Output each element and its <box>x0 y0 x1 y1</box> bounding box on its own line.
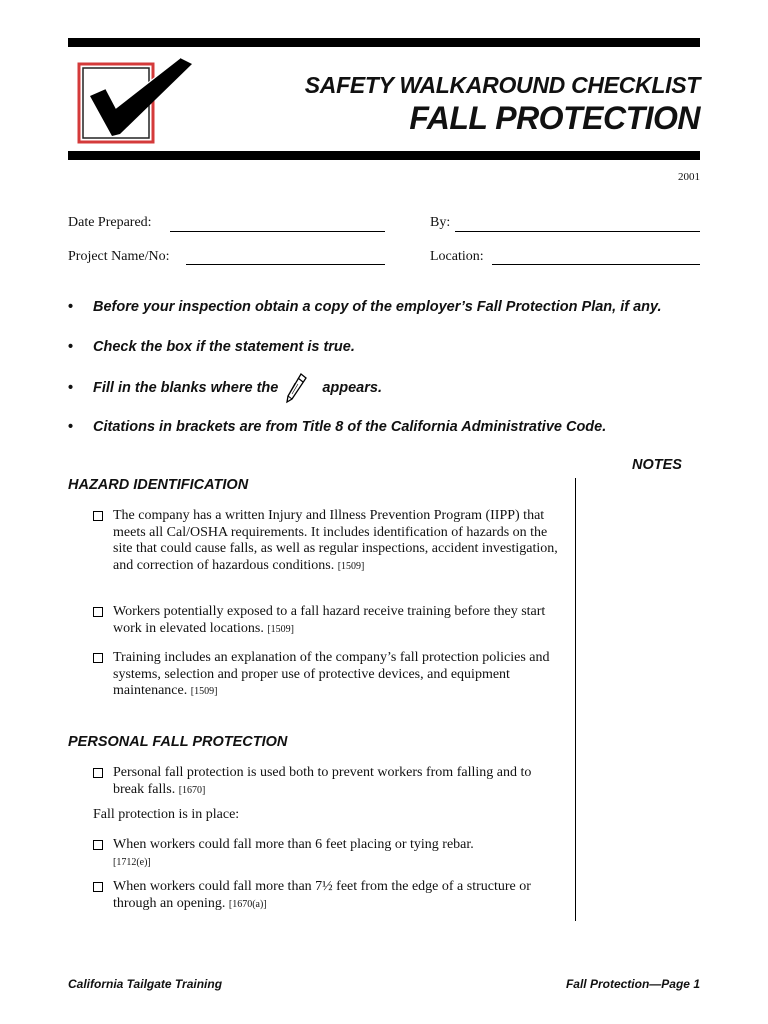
instruction-text: appears. <box>322 379 382 396</box>
item-text: When workers could fall more than 6 feet placing or tying rebar. <box>113 837 474 852</box>
bullet-marker: • <box>68 299 74 315</box>
bullet-marker: • <box>68 379 74 396</box>
instruction-text: Citations in brackets are from Title 8 of the California Administrative Code. <box>93 419 607 435</box>
instruction-bullet <box>68 372 382 404</box>
location-label: Location: <box>430 249 484 264</box>
instruction-bullet <box>68 419 606 435</box>
date-prepared-label: Date Prepared: <box>68 215 152 230</box>
by-label: By: <box>430 215 451 230</box>
citation: [1509] <box>337 560 365 572</box>
footer-source: California Tailgate Training <box>68 977 223 991</box>
item-text: Workers potentially exposed to a fall hazard receive training before they start work in elevated locations. <box>113 604 546 636</box>
document-year: 2001 <box>678 171 700 183</box>
bullet-marker: • <box>68 339 74 355</box>
citation: [1509] <box>267 623 295 635</box>
checklist-subject-title: FALL PROTECTION <box>409 100 700 136</box>
subsection-text: Fall protection is in place: <box>93 807 240 822</box>
checkbox[interactable] <box>93 882 103 892</box>
section-heading-hazard: HAZARD IDENTIFICATION <box>68 477 249 493</box>
item-text: Training includes an explanation of the company’s fall protection policies and systems, selection and proper use of protective devices, and equipment maintenance. <box>113 650 550 698</box>
instruction-bullet <box>68 299 662 315</box>
project-field[interactable] <box>186 264 385 265</box>
checkbox[interactable] <box>93 511 103 521</box>
citation: [1670(a)] <box>228 898 267 910</box>
citation: [1712(e)] <box>113 856 151 868</box>
header-top-rule <box>68 38 700 47</box>
checkbox[interactable] <box>93 768 103 778</box>
instruction-text: Check the box if the statement is true. <box>93 339 355 355</box>
instruction-text: Fill in the blanks where the <box>93 379 279 396</box>
location-field[interactable] <box>492 264 700 265</box>
notes-divider <box>575 478 576 921</box>
bullet-marker: • <box>68 419 74 435</box>
checkbox[interactable] <box>93 607 103 617</box>
pencil-icon <box>284 372 308 404</box>
project-label: Project Name/No: <box>68 249 170 264</box>
item-text: Personal fall protection is used both to prevent workers from falling and to break falls. <box>113 765 532 797</box>
item-text: The company has a written Injury and Illness Prevention Program (IIPP) that meets all Cal/OSHA requirements. It includes identification of hazards on the site that could cause falls, as well as regular inspections, accident investigation, and correction of hazardous conditions. <box>113 508 558 573</box>
notes-label: NOTES <box>632 457 682 473</box>
checklist-item <box>93 879 563 913</box>
checkmark-box-icon <box>76 56 196 146</box>
checklist-item <box>93 765 563 799</box>
date-prepared-field[interactable] <box>170 231 385 232</box>
checklist-item <box>93 650 563 701</box>
instruction-text: Before your inspection obtain a copy of the employer’s Fall Protection Plan, if any. <box>93 299 662 315</box>
citation: [1509] <box>190 686 218 697</box>
checklist-item <box>93 604 563 638</box>
footer-page: Fall Protection—Page 1 <box>565 977 700 991</box>
section-heading-personal: PERSONAL FALL PROTECTION <box>68 734 288 750</box>
checkbox[interactable] <box>93 653 103 663</box>
checkbox[interactable] <box>93 840 103 850</box>
checklist-item <box>93 837 563 871</box>
checklist-title: SAFETY WALKAROUND CHECKLIST <box>304 72 700 98</box>
instruction-bullet <box>68 339 355 355</box>
citation: [1670] <box>178 784 206 796</box>
by-field[interactable] <box>455 231 700 232</box>
header-bottom-rule <box>68 151 700 160</box>
item-text: When workers could fall more than 7½ feet from the edge of a structure or through an opening. <box>113 879 531 911</box>
checklist-item <box>93 508 563 575</box>
